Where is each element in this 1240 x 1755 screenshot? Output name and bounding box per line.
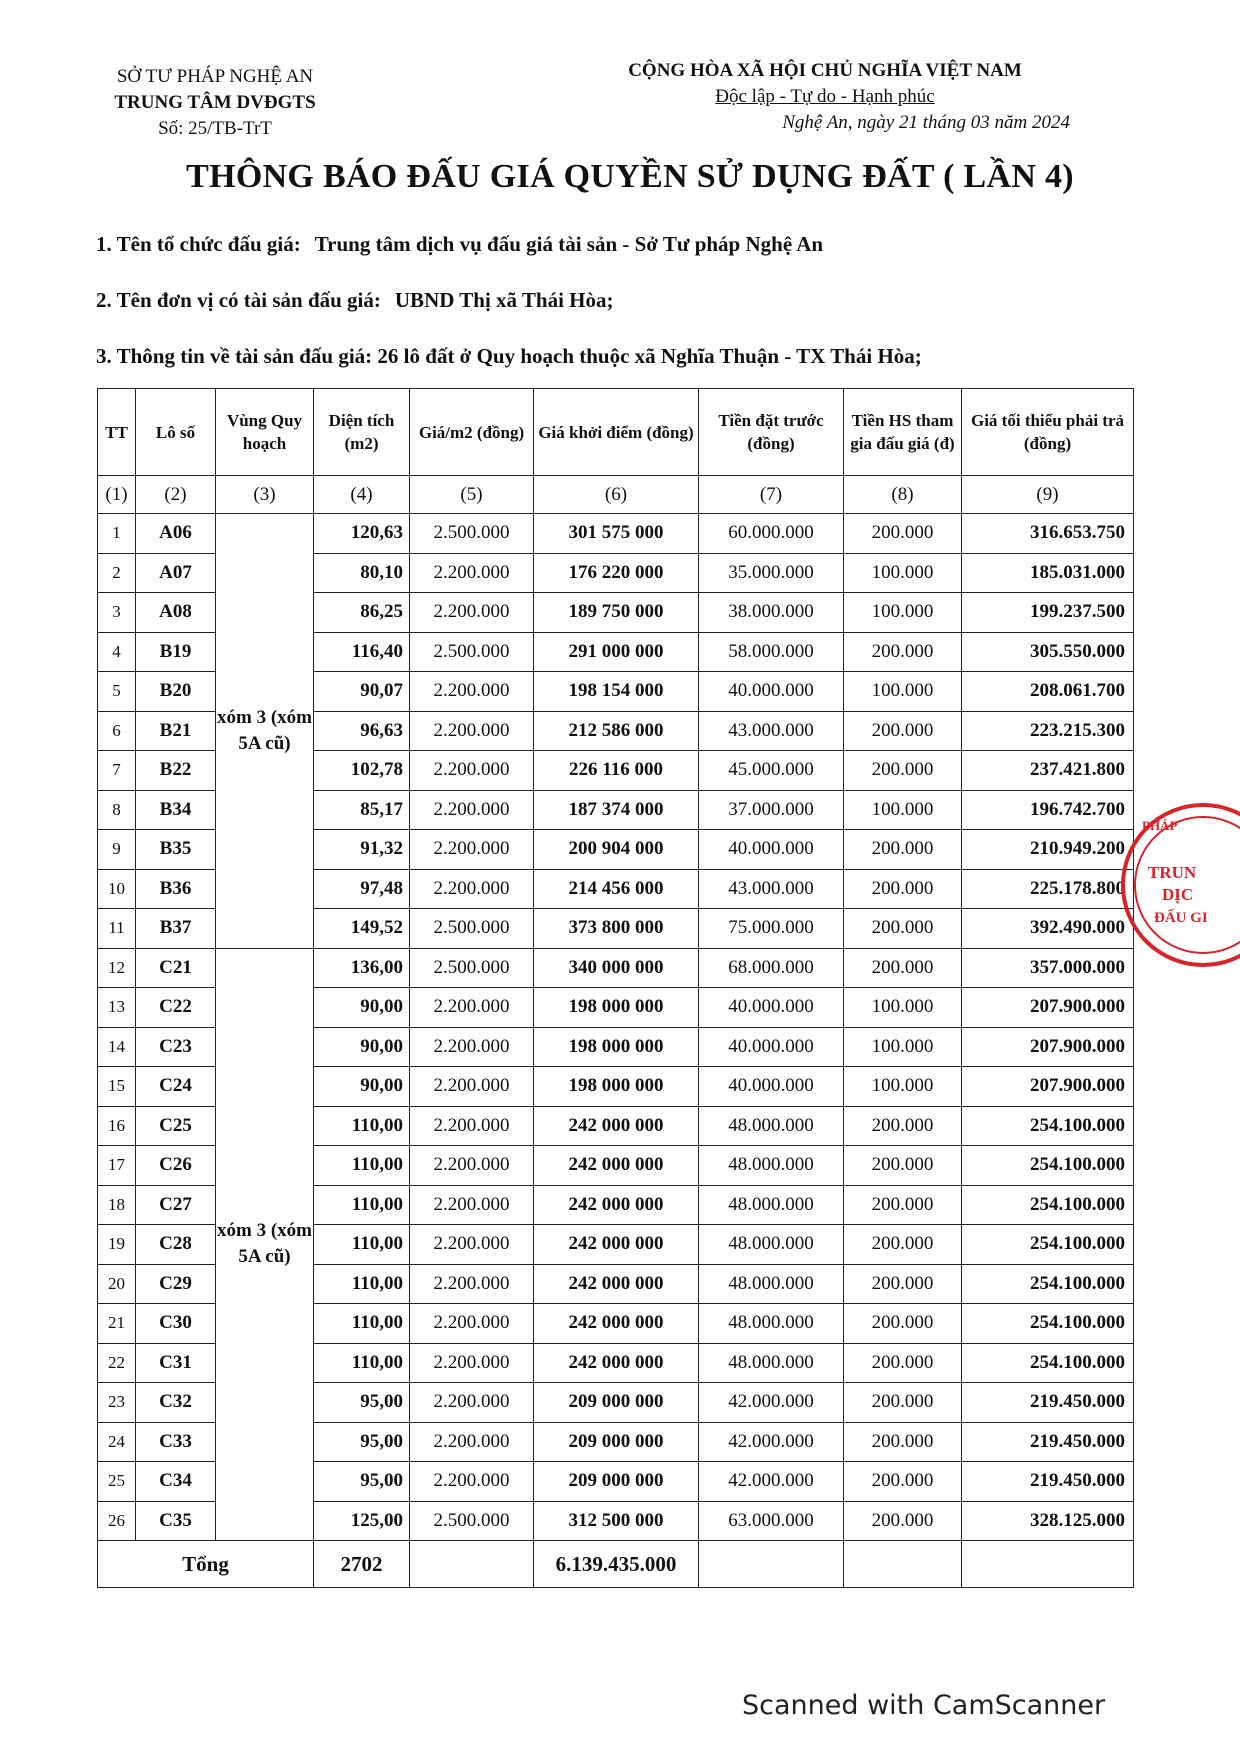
row-number: 14 [98, 1027, 136, 1067]
fee-cell: 200.000 [844, 1185, 962, 1225]
unit-price-cell: 2.200.000 [410, 1462, 534, 1502]
area-cell: 90,00 [314, 988, 410, 1028]
lot-number: C25 [136, 1106, 216, 1146]
deposit-cell: 68.000.000 [699, 948, 844, 988]
row-number: 7 [98, 751, 136, 791]
row-number: 19 [98, 1225, 136, 1265]
row-number: 26 [98, 1501, 136, 1541]
min-price-cell: 219.450.000 [962, 1383, 1134, 1423]
index-cell: (2) [136, 476, 216, 514]
unit-price-cell: 2.200.000 [410, 1067, 534, 1107]
min-price-cell: 254.100.000 [962, 1106, 1134, 1146]
fee-cell: 200.000 [844, 1343, 962, 1383]
info-line-2-value: UBND Thị xã Thái Hòa; [394, 288, 614, 312]
start-price-cell: 242 000 000 [534, 1146, 699, 1186]
column-index-row [98, 476, 1134, 514]
unit-price-cell: 2.500.000 [410, 948, 534, 988]
row-number: 6 [98, 711, 136, 751]
total-row [98, 1541, 1134, 1588]
area-cell: 85,17 [314, 790, 410, 830]
agency-header [95, 64, 335, 142]
unit-price-cell: 2.200.000 [410, 869, 534, 909]
fee-cell: 200.000 [844, 1146, 962, 1186]
header-cell: Tiền đặt trước (đồng) [699, 389, 844, 476]
unit-price-cell: 2.200.000 [410, 1383, 534, 1423]
fee-cell: 200.000 [844, 948, 962, 988]
row-number: 16 [98, 1106, 136, 1146]
min-price-cell: 219.450.000 [962, 1422, 1134, 1462]
agency-name: TRUNG TÂM DVĐGTS [114, 92, 316, 113]
info-line-3: 3. Thông tin về tài sản đấu giá: 26 lô đất ở Quy hoạch thuộc xã Nghĩa Thuận - TX Thái Hòa; [96, 344, 922, 368]
unit-price-cell: 2.500.000 [410, 514, 534, 554]
index-cell: (5) [410, 476, 534, 514]
min-price-cell: 185.031.000 [962, 553, 1134, 593]
unit-price-cell: 2.200.000 [410, 1422, 534, 1462]
header-cell: Giá/m2 (đồng) [410, 389, 534, 476]
row-number: 3 [98, 593, 136, 633]
deposit-cell: 48.000.000 [699, 1264, 844, 1304]
lot-number: B20 [136, 672, 216, 712]
row-number: 18 [98, 1185, 136, 1225]
unit-price-cell: 2.200.000 [410, 1225, 534, 1265]
deposit-cell: 48.000.000 [699, 1185, 844, 1225]
min-price-cell: 357.000.000 [962, 948, 1134, 988]
lot-number: C24 [136, 1067, 216, 1107]
min-price-cell: 207.900.000 [962, 1067, 1134, 1107]
area-cell: 136,00 [314, 948, 410, 988]
deposit-cell: 40.000.000 [699, 830, 844, 870]
row-number: 25 [98, 1462, 136, 1502]
unit-price-cell: 2.200.000 [410, 711, 534, 751]
lot-number: B36 [136, 869, 216, 909]
fee-cell: 100.000 [844, 672, 962, 712]
area-cell: 116,40 [314, 632, 410, 672]
start-price-cell: 200 904 000 [534, 830, 699, 870]
lot-number: C28 [136, 1225, 216, 1265]
min-price-cell: 199.237.500 [962, 593, 1134, 633]
zone-cell: xóm 3 (xóm 5A cũ) [216, 514, 314, 949]
header-cell: TT [98, 389, 136, 476]
info-line-1-value: Trung tâm dịch vụ đấu giá tài sản - Sở Tư pháp Nghệ An [314, 232, 824, 256]
country-name: CỘNG HÒA XÃ HỘI CHỦ NGHĨA VIỆT NAM [628, 60, 1022, 81]
fee-cell: 100.000 [844, 988, 962, 1028]
lot-number: C26 [136, 1146, 216, 1186]
min-price-cell: 305.550.000 [962, 632, 1134, 672]
start-price-cell: 209 000 000 [534, 1422, 699, 1462]
min-price-cell: 392.490.000 [962, 909, 1134, 949]
lot-number: B21 [136, 711, 216, 751]
deposit-cell: 45.000.000 [699, 751, 844, 791]
fee-cell: 100.000 [844, 790, 962, 830]
unit-price-cell: 2.200.000 [410, 1027, 534, 1067]
start-price-cell: 176 220 000 [534, 553, 699, 593]
start-price-cell: 242 000 000 [534, 1225, 699, 1265]
row-number: 24 [98, 1422, 136, 1462]
deposit-cell: 43.000.000 [699, 869, 844, 909]
start-price-cell: 209 000 000 [534, 1383, 699, 1423]
lot-number: C29 [136, 1264, 216, 1304]
total-start-price: 6.139.435.000 [534, 1541, 699, 1588]
lot-number: C34 [136, 1462, 216, 1502]
index-cell: (8) [844, 476, 962, 514]
row-number: 15 [98, 1067, 136, 1107]
index-cell: (6) [534, 476, 699, 514]
fee-cell: 200.000 [844, 1462, 962, 1502]
fee-cell: 200.000 [844, 1383, 962, 1423]
min-price-cell: 237.421.800 [962, 751, 1134, 791]
min-price-cell: 208.061.700 [962, 672, 1134, 712]
lot-number: C31 [136, 1343, 216, 1383]
min-price-cell: 316.653.750 [962, 514, 1134, 554]
unit-price-cell: 2.200.000 [410, 751, 534, 791]
row-number: 17 [98, 1146, 136, 1186]
min-price-cell: 328.125.000 [962, 1501, 1134, 1541]
fee-cell: 200.000 [844, 909, 962, 949]
stamp-text: PHÁP [1142, 818, 1178, 833]
unit-price-cell: 2.200.000 [410, 830, 534, 870]
header-cell: Vùng Quy hoạch [216, 389, 314, 476]
unit-price-cell: 2.200.000 [410, 1343, 534, 1383]
row-number: 22 [98, 1343, 136, 1383]
area-cell: 149,52 [314, 909, 410, 949]
info-line-1-label: 1. Tên tổ chức đấu giá: [96, 232, 301, 256]
lot-number: C23 [136, 1027, 216, 1067]
unit-price-cell: 2.200.000 [410, 1146, 534, 1186]
lot-number: C33 [136, 1422, 216, 1462]
start-price-cell: 242 000 000 [534, 1264, 699, 1304]
deposit-cell: 35.000.000 [699, 553, 844, 593]
row-number: 11 [98, 909, 136, 949]
unit-price-cell: 2.200.000 [410, 672, 534, 712]
lot-number: A08 [136, 593, 216, 633]
unit-price-cell: 2.200.000 [410, 790, 534, 830]
fee-cell: 200.000 [844, 1225, 962, 1265]
area-cell: 80,10 [314, 553, 410, 593]
fee-cell: 200.000 [844, 514, 962, 554]
start-price-cell: 291 000 000 [534, 632, 699, 672]
min-price-cell: 196.742.700 [962, 790, 1134, 830]
lot-number: B34 [136, 790, 216, 830]
deposit-cell: 58.000.000 [699, 632, 844, 672]
row-number: 12 [98, 948, 136, 988]
header-cell: Giá tối thiểu phải trả (đồng) [962, 389, 1134, 476]
area-cell: 110,00 [314, 1146, 410, 1186]
fee-cell: 200.000 [844, 1422, 962, 1462]
area-cell: 90,00 [314, 1067, 410, 1107]
info-line-2-label: 2. Tên đơn vị có tài sản đấu giá: [96, 288, 381, 312]
fee-cell: 200.000 [844, 830, 962, 870]
unit-price-cell: 2.500.000 [410, 909, 534, 949]
document-number: Số: 25/TB-TrT [158, 118, 272, 139]
table-row [98, 514, 1134, 554]
row-number: 8 [98, 790, 136, 830]
deposit-cell: 40.000.000 [699, 1067, 844, 1107]
min-price-cell: 207.900.000 [962, 1027, 1134, 1067]
start-price-cell: 187 374 000 [534, 790, 699, 830]
deposit-cell: 43.000.000 [699, 711, 844, 751]
min-price-cell: 254.100.000 [962, 1185, 1134, 1225]
unit-price-cell: 2.200.000 [410, 1106, 534, 1146]
start-price-cell: 373 800 000 [534, 909, 699, 949]
deposit-cell: 63.000.000 [699, 1501, 844, 1541]
min-price-cell: 254.100.000 [962, 1146, 1134, 1186]
unit-price-cell: 2.200.000 [410, 1185, 534, 1225]
start-price-cell: 209 000 000 [534, 1462, 699, 1502]
unit-price-cell: 2.200.000 [410, 1264, 534, 1304]
unit-price-cell: 2.200.000 [410, 553, 534, 593]
lot-number: B19 [136, 632, 216, 672]
lot-number: C21 [136, 948, 216, 988]
lot-number: B35 [136, 830, 216, 870]
lot-number: C22 [136, 988, 216, 1028]
index-cell: (4) [314, 476, 410, 514]
start-price-cell: 242 000 000 [534, 1343, 699, 1383]
unit-price-cell: 2.500.000 [410, 1501, 534, 1541]
area-cell: 95,00 [314, 1383, 410, 1423]
stamp-text: TRUN [1148, 863, 1197, 882]
unit-price-cell: 2.200.000 [410, 593, 534, 633]
fee-cell: 100.000 [844, 593, 962, 633]
header-cell: Lô số [136, 389, 216, 476]
start-price-cell: 198 000 000 [534, 1067, 699, 1107]
start-price-cell: 198 154 000 [534, 672, 699, 712]
row-number: 10 [98, 869, 136, 909]
fee-cell: 100.000 [844, 553, 962, 593]
unit-price-cell: 2.200.000 [410, 1304, 534, 1344]
area-cell: 110,00 [314, 1225, 410, 1265]
area-cell: 91,32 [314, 830, 410, 870]
min-price-cell: 254.100.000 [962, 1264, 1134, 1304]
start-price-cell: 312 500 000 [534, 1501, 699, 1541]
deposit-cell: 75.000.000 [699, 909, 844, 949]
stamp-text: DỊC [1162, 885, 1194, 904]
row-number: 9 [98, 830, 136, 870]
lot-number: C35 [136, 1501, 216, 1541]
start-price-cell: 340 000 000 [534, 948, 699, 988]
unit-price-cell: 2.500.000 [410, 632, 534, 672]
scanner-watermark: Scanned with CamScanner [742, 1690, 1106, 1721]
deposit-cell: 48.000.000 [699, 1106, 844, 1146]
area-cell: 110,00 [314, 1304, 410, 1344]
zone-cell: xóm 3 (xóm 5A cũ) [216, 948, 314, 1541]
min-price-cell: 223.215.300 [962, 711, 1134, 751]
min-price-cell: 207.900.000 [962, 988, 1134, 1028]
stamp-text: ĐẤU GI [1154, 910, 1208, 926]
row-number: 21 [98, 1304, 136, 1344]
area-cell: 86,25 [314, 593, 410, 633]
index-cell: (3) [216, 476, 314, 514]
start-price-cell: 301 575 000 [534, 514, 699, 554]
area-cell: 90,00 [314, 1027, 410, 1067]
min-price-cell: 225.178.800 [962, 869, 1134, 909]
area-cell: 110,00 [314, 1264, 410, 1304]
total-area: 2702 [314, 1541, 410, 1588]
area-cell: 110,00 [314, 1106, 410, 1146]
min-price-cell: 254.100.000 [962, 1304, 1134, 1344]
min-price-cell: 219.450.000 [962, 1462, 1134, 1502]
min-price-cell: 210.949.200 [962, 830, 1134, 870]
row-number: 2 [98, 553, 136, 593]
lot-number: B37 [136, 909, 216, 949]
fee-cell: 200.000 [844, 711, 962, 751]
area-cell: 95,00 [314, 1422, 410, 1462]
fee-cell: 200.000 [844, 1264, 962, 1304]
area-cell: 110,00 [314, 1343, 410, 1383]
total-empty-cell [844, 1541, 962, 1588]
area-cell: 120,63 [314, 514, 410, 554]
start-price-cell: 242 000 000 [534, 1304, 699, 1344]
start-price-cell: 189 750 000 [534, 593, 699, 633]
table-header-row [98, 389, 1134, 476]
area-cell: 102,78 [314, 751, 410, 791]
total-empty-cell [699, 1541, 844, 1588]
deposit-cell: 42.000.000 [699, 1383, 844, 1423]
deposit-cell: 38.000.000 [699, 593, 844, 633]
deposit-cell: 37.000.000 [699, 790, 844, 830]
start-price-cell: 242 000 000 [534, 1185, 699, 1225]
fee-cell: 100.000 [844, 1067, 962, 1107]
fee-cell: 200.000 [844, 1304, 962, 1344]
start-price-cell: 198 000 000 [534, 1027, 699, 1067]
row-number: 4 [98, 632, 136, 672]
header-cell: Diện tích (m2) [314, 389, 410, 476]
lot-number: A06 [136, 514, 216, 554]
min-price-cell: 254.100.000 [962, 1225, 1134, 1265]
fee-cell: 100.000 [844, 1027, 962, 1067]
fee-cell: 200.000 [844, 632, 962, 672]
area-cell: 110,00 [314, 1185, 410, 1225]
official-stamp [1118, 800, 1240, 970]
total-empty-cell [410, 1541, 534, 1588]
lot-number: C27 [136, 1185, 216, 1225]
document-date: Nghệ An, ngày 21 tháng 03 năm 2024 [782, 112, 1070, 133]
deposit-cell: 48.000.000 [699, 1146, 844, 1186]
table-row [98, 948, 1134, 988]
row-number: 13 [98, 988, 136, 1028]
info-line-2 [96, 288, 614, 313]
index-cell: (1) [98, 476, 136, 514]
fee-cell: 200.000 [844, 751, 962, 791]
deposit-cell: 48.000.000 [699, 1343, 844, 1383]
area-cell: 97,48 [314, 869, 410, 909]
deposit-cell: 40.000.000 [699, 672, 844, 712]
header-cell: Tiền HS tham gia đấu giá (đ) [844, 389, 962, 476]
agency-parent: SỞ TƯ PHÁP NGHỆ AN [116, 66, 314, 87]
area-cell: 125,00 [314, 1501, 410, 1541]
start-price-cell: 212 586 000 [534, 711, 699, 751]
info-line-1 [96, 232, 823, 257]
lot-number: A07 [136, 553, 216, 593]
national-header [560, 58, 1090, 136]
fee-cell: 200.000 [844, 1106, 962, 1146]
min-price-cell: 254.100.000 [962, 1343, 1134, 1383]
deposit-cell: 42.000.000 [699, 1462, 844, 1502]
row-number: 1 [98, 514, 136, 554]
area-cell: 90,07 [314, 672, 410, 712]
lot-number: C30 [136, 1304, 216, 1344]
lot-number: C32 [136, 1383, 216, 1423]
deposit-cell: 48.000.000 [699, 1304, 844, 1344]
fee-cell: 200.000 [844, 1501, 962, 1541]
deposit-cell: 42.000.000 [699, 1422, 844, 1462]
auction-table [97, 388, 1134, 1588]
start-price-cell: 242 000 000 [534, 1106, 699, 1146]
start-price-cell: 214 456 000 [534, 869, 699, 909]
total-label: Tổng [98, 1541, 314, 1588]
lot-number: B22 [136, 751, 216, 791]
start-price-cell: 226 116 000 [534, 751, 699, 791]
deposit-cell: 40.000.000 [699, 988, 844, 1028]
row-number: 20 [98, 1264, 136, 1304]
unit-price-cell: 2.200.000 [410, 988, 534, 1028]
country-motto: Độc lập - Tự do - Hạnh phúc [715, 86, 935, 107]
area-cell: 96,63 [314, 711, 410, 751]
deposit-cell: 48.000.000 [699, 1225, 844, 1265]
total-empty-cell [962, 1541, 1134, 1588]
row-number: 23 [98, 1383, 136, 1423]
fee-cell: 200.000 [844, 869, 962, 909]
area-cell: 95,00 [314, 1462, 410, 1502]
index-cell: (9) [962, 476, 1134, 514]
row-number: 5 [98, 672, 136, 712]
start-price-cell: 198 000 000 [534, 988, 699, 1028]
index-cell: (7) [699, 476, 844, 514]
header-cell: Giá khởi điểm (đồng) [534, 389, 699, 476]
document-title: THÔNG BÁO ĐẤU GIÁ QUYỀN SỬ DỤNG ĐẤT ( LẦN 4) [186, 158, 1074, 195]
deposit-cell: 40.000.000 [699, 1027, 844, 1067]
deposit-cell: 60.000.000 [699, 514, 844, 554]
